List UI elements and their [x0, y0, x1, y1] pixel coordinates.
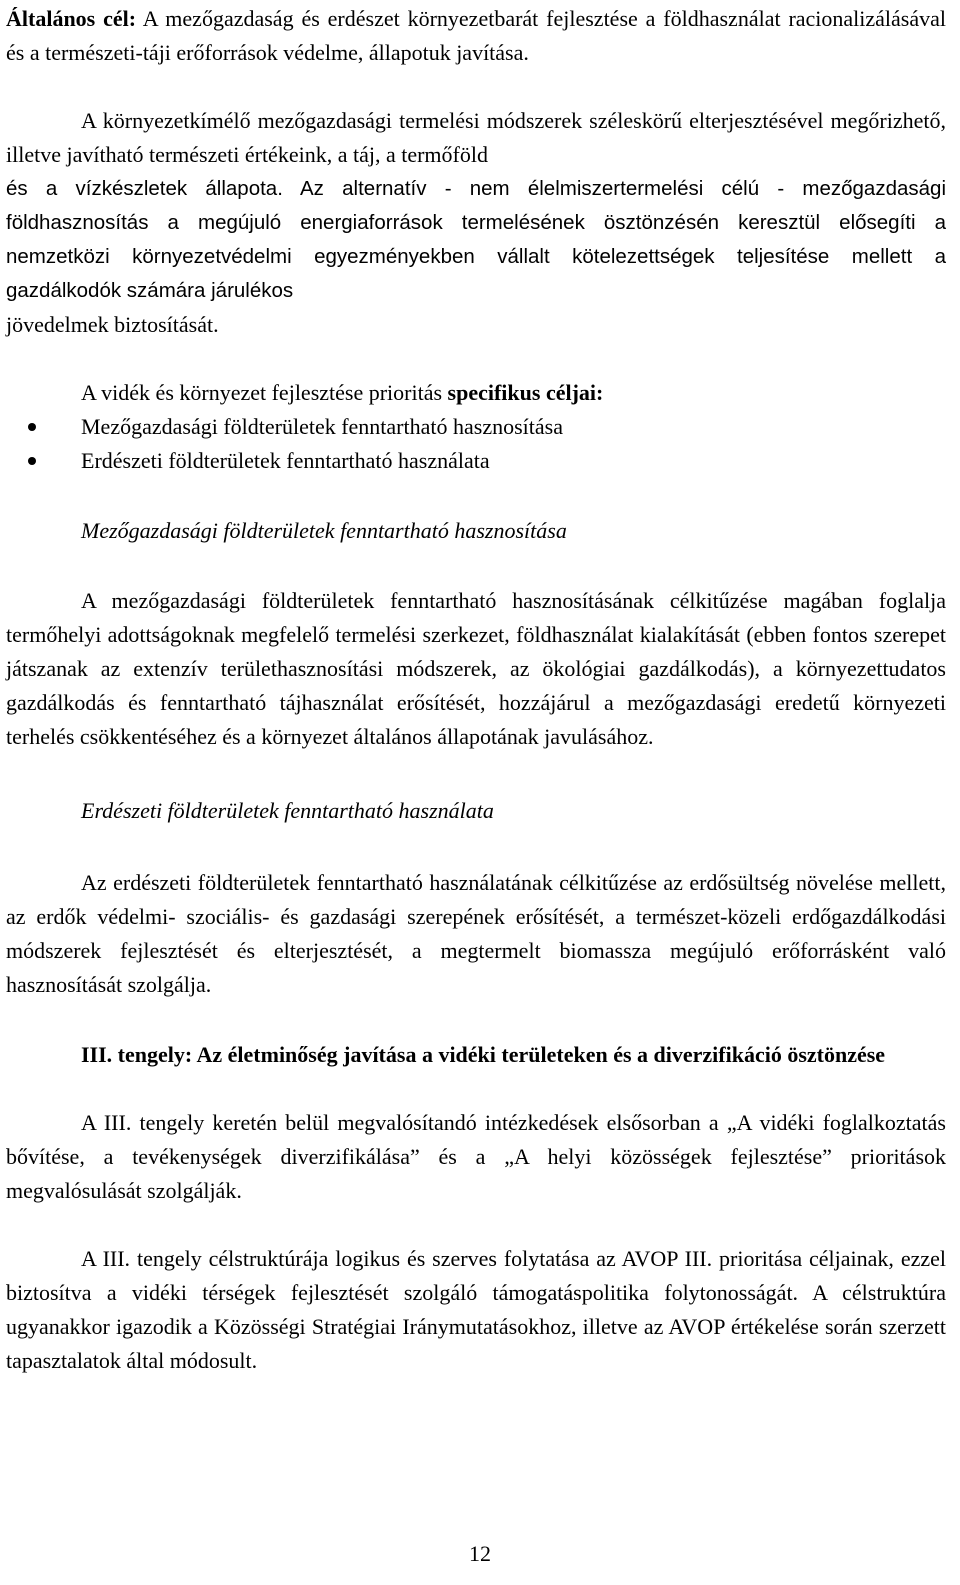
- document-page: [6, 2, 946, 1378]
- section-heading-forestry: Erdészeti földterületek fenntartható használata: [81, 798, 494, 823]
- axis3-paragraph-1: A III. tengely keretén belül megvalósítandó intézkedések elsősorban a „A vidéki foglalkoztatás bővítése, a tevékenységek diverzifikálása” és a „A helyi közösségek fejlesztése” prioritások megvalósulását szolgálják.: [6, 1110, 946, 1203]
- page-number: 12: [469, 1541, 491, 1566]
- environment-paragraph-intro: A környezetkímélő mezőgazdasági termelési módszerek széleskörű elterjesztésével megőrizhető, illetve javítható természeti értékeink, a táj, a termőföld: [6, 108, 946, 167]
- bullet-text: Mezőgazdasági földterületek fenntartható hasznosítása: [81, 414, 563, 439]
- priority-intro: [6, 376, 946, 410]
- environment-paragraph-sans: és a vízkészletek állapota. Az alternatív - nem élelmiszertermelési célú - mezőgazdasági földhasznosítás a megújuló energiaforrások termelésének ösztönzésén keresztül elősegíti a nemzetközi környezetvédelmi egyezményekben vállalt kötelezettségek teljesítése mellett a gazdálkodók számára járulékos: [6, 177, 946, 302]
- list-item: [6, 444, 946, 478]
- section-heading-agricultural: Mezőgazdasági földterületek fenntartható hasznosítása: [81, 518, 567, 543]
- list-item: [6, 410, 946, 444]
- environment-paragraph-end: jövedelmek biztosítását.: [6, 312, 219, 337]
- bullet-icon: [28, 457, 36, 465]
- priority-intro-bold: specifikus céljai:: [447, 380, 604, 405]
- bullet-icon: [28, 423, 36, 431]
- general-goal-label: Általános cél:: [6, 6, 137, 31]
- general-goal-text: A mezőgazdaság és erdészet környezetbarát fejlesztése a földhasználat racionalizálásával és a természeti-táji erőforrások védelme, állapotuk javítása.: [6, 6, 947, 65]
- priority-intro-text: A vidék és környezet fejlesztése prioritás: [81, 380, 448, 405]
- axis3-heading: III. tengely: Az életminőség javítása a vidéki területeken és a diverzifikáció ösztönzése: [81, 1042, 886, 1067]
- axis3-paragraph-2: A III. tengely célstruktúrája logikus és szerves folytatása az AVOP III. prioritása céljainak, ezzel biztosítva a vidéki térségek fejlesztését szolgáló támogatáspolitika folytonosságát. A célstruktúra ugyanakkor igazodik a Közösségi Stratégiai Iránymutatásokhoz, illetve az AVOP értékelése során szerzett tapasztalatok által módosult.: [6, 1246, 946, 1373]
- section-text-agricultural: A mezőgazdasági földterületek fenntartható hasznosításának célkitűzése magában foglalja termőhelyi adottságoknak megfelelő termelési szerkezet, földhasználat kialakítását (ebben fontos szerepet játszanak az extenzív területhasznosítási módszerek, az ökológiai gazdálkodás), a környezettudatos gazdálkodás és fenntartható tájhasználat erősítését, hozzájárul a mezőgazdasági eredetű környezeti terhelés csökkentéséhez és a környezet általános állapotának javulásához.: [6, 588, 946, 749]
- bullet-text: Erdészeti földterületek fenntartható használata: [81, 448, 490, 473]
- priority-bullet-list: [6, 410, 946, 478]
- section-text-forestry: Az erdészeti földterületek fenntartható használatának célkitűzése az erdősültség növelése mellett, az erdők védelmi- szociális- és gazdasági szerepének erősítését, a természet-közeli erdőgazdálkodási módszerek fejlesztését és elterjesztését, a megtermelt biomassza megújuló erőforrásként való hasznosítását szolgálja.: [6, 870, 946, 997]
- general-goal-paragraph: [6, 2, 946, 70]
